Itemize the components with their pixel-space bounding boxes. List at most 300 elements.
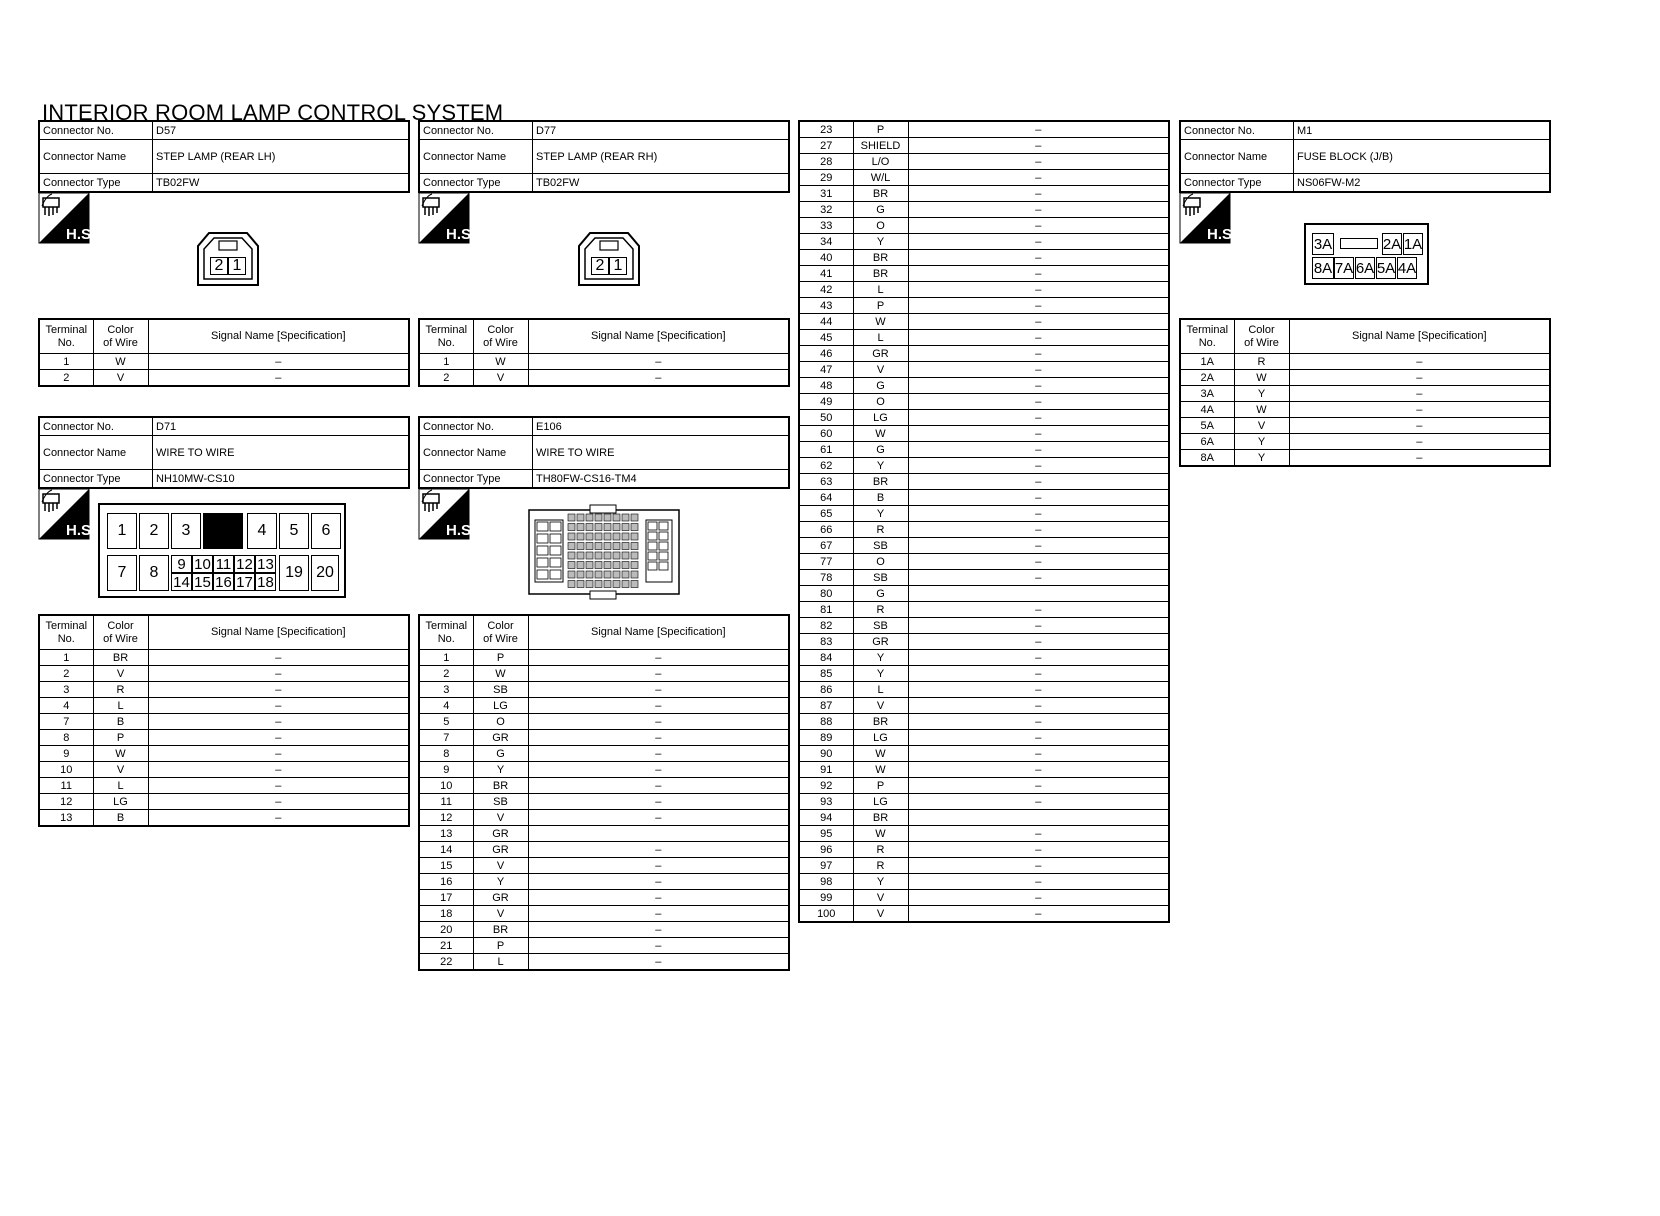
table-row	[1180, 434, 1550, 450]
signal-name: –	[148, 746, 409, 762]
signal-name: –	[528, 666, 789, 682]
wire-color: V	[473, 858, 528, 874]
wire-color: BR	[853, 810, 908, 826]
wire-color: O	[853, 554, 908, 570]
pin-cell: 4	[247, 513, 277, 549]
signal-name: –	[1289, 418, 1550, 434]
connector-no-value: E106	[533, 417, 790, 436]
wire-color: LG	[853, 730, 908, 746]
terminal-no: 99	[799, 890, 853, 906]
terminal-no: 11	[39, 778, 93, 794]
table-row	[419, 906, 789, 922]
terminal-table	[798, 120, 1170, 923]
wire-color: B	[93, 714, 148, 730]
pin-cell: 16	[213, 573, 234, 591]
connector-type-value: TB02FW	[533, 174, 790, 193]
signal-name: –	[908, 778, 1169, 794]
wire-color: L/O	[853, 154, 908, 170]
terminal-no: 2	[419, 370, 473, 387]
terminal-no: 14	[419, 842, 473, 858]
signal-name: –	[908, 666, 1169, 682]
signal-name: –	[528, 874, 789, 890]
wire-color: Y	[853, 506, 908, 522]
pin-cell: 8A	[1312, 257, 1334, 279]
connector-name-label: Connector Name	[39, 140, 153, 174]
terminal-no: 98	[799, 874, 853, 890]
signal-name: –	[908, 474, 1169, 490]
table-row	[419, 682, 789, 698]
header-row	[419, 436, 789, 470]
signal-name: –	[528, 794, 789, 810]
wire-color: W	[93, 354, 148, 370]
signal-name: –	[148, 650, 409, 666]
wire-color: GR	[853, 634, 908, 650]
signal-name: –	[528, 858, 789, 874]
signal-name: –	[908, 298, 1169, 314]
pin-cell: 11	[213, 555, 234, 573]
connector-header	[1179, 120, 1551, 193]
terminal-no: 12	[39, 794, 93, 810]
signal-name: –	[528, 842, 789, 858]
wire-color: BR	[853, 250, 908, 266]
terminal-no: 63	[799, 474, 853, 490]
terminal-no: 9	[39, 746, 93, 762]
wire-color: SB	[853, 538, 908, 554]
pin-cell: 15	[192, 573, 213, 591]
connector-no-value: M1	[1294, 121, 1551, 140]
signal-name: –	[908, 698, 1169, 714]
signal-name-header: Signal Name [Specification]	[1289, 319, 1550, 354]
header-row	[39, 470, 409, 489]
connector-face-e106	[528, 504, 680, 605]
table-row	[39, 370, 409, 387]
table-row	[799, 746, 1169, 762]
wire-color: W	[93, 746, 148, 762]
signal-name: –	[908, 282, 1169, 298]
terminal-table	[1179, 318, 1551, 467]
table-row	[799, 682, 1169, 698]
signal-name: –	[908, 554, 1169, 570]
wire-color: B	[853, 490, 908, 506]
signal-name: –	[528, 922, 789, 938]
table-row	[799, 890, 1169, 906]
harness-side-icon	[38, 192, 96, 244]
signal-name: –	[908, 170, 1169, 186]
terminal-no: 4A	[1180, 402, 1234, 418]
terminal-no: 5A	[1180, 418, 1234, 434]
wire-color: P	[853, 298, 908, 314]
wire-color: SB	[853, 618, 908, 634]
terminal-no: 45	[799, 330, 853, 346]
table-row	[799, 826, 1169, 842]
table-row	[799, 330, 1169, 346]
pin-cell: 7A	[1334, 257, 1354, 279]
table-row	[1180, 450, 1550, 467]
table-row	[39, 682, 409, 698]
wire-color: V	[473, 810, 528, 826]
key-block	[203, 513, 243, 549]
terminal-no: 84	[799, 650, 853, 666]
signal-name: –	[908, 634, 1169, 650]
signal-name: –	[908, 138, 1169, 154]
signal-name: –	[908, 538, 1169, 554]
wire-color: BR	[853, 474, 908, 490]
terminal-no: 50	[799, 410, 853, 426]
pin-cell: 2	[139, 513, 169, 549]
wire-color: W	[853, 762, 908, 778]
terminal-no: 93	[799, 794, 853, 810]
table-row	[799, 234, 1169, 250]
terminal-no: 82	[799, 618, 853, 634]
table-row	[419, 762, 789, 778]
wire-color: W	[853, 314, 908, 330]
connector-name-label: Connector Name	[39, 436, 153, 470]
table-row	[799, 490, 1169, 506]
terminal-no: 44	[799, 314, 853, 330]
connector-no-value: D71	[153, 417, 410, 436]
pin-cell: 3	[171, 513, 201, 549]
terminal-no: 95	[799, 826, 853, 842]
table-row	[799, 474, 1169, 490]
table-row	[799, 218, 1169, 234]
svg-text:H.S.: H.S.	[446, 226, 476, 243]
signal-name: –	[528, 698, 789, 714]
connector-name-value: FUSE BLOCK (J/B)	[1294, 140, 1551, 174]
wire-color: LG	[93, 794, 148, 810]
table-row	[799, 314, 1169, 330]
svg-text:H.S.: H.S.	[446, 522, 476, 539]
signal-name: –	[1289, 386, 1550, 402]
color-of-wire-header: Color of Wire	[1234, 319, 1289, 354]
signal-name: –	[908, 890, 1169, 906]
table-row	[799, 186, 1169, 202]
wire-color: Y	[1234, 386, 1289, 402]
wire-color: R	[853, 858, 908, 874]
terminal-no: 66	[799, 522, 853, 538]
signal-name: –	[148, 666, 409, 682]
wire-color: V	[853, 362, 908, 378]
connector-type-label: Connector Type	[39, 174, 153, 193]
table-row	[799, 170, 1169, 186]
connector-type-value: NH10MW-CS10	[153, 470, 410, 489]
table-row	[799, 634, 1169, 650]
signal-name: –	[1289, 402, 1550, 418]
terminal-no: 9	[419, 762, 473, 778]
header-row	[1180, 140, 1550, 174]
table-row	[799, 250, 1169, 266]
wire-color: L	[853, 682, 908, 698]
terminal-no: 11	[419, 794, 473, 810]
wire-color: O	[853, 394, 908, 410]
wire-color: SB	[473, 682, 528, 698]
signal-name	[908, 810, 1169, 826]
pin-cell: 14	[171, 573, 192, 591]
signal-name: –	[908, 618, 1169, 634]
terminal-no: 97	[799, 858, 853, 874]
wire-color: W	[1234, 370, 1289, 386]
table-row	[419, 666, 789, 682]
terminal-no: 17	[419, 890, 473, 906]
signal-name: –	[908, 202, 1169, 218]
table-row	[799, 282, 1169, 298]
terminal-no-header: Terminal No.	[1180, 319, 1234, 354]
table-row	[419, 746, 789, 762]
terminal-table-header	[39, 615, 409, 650]
signal-name: –	[908, 522, 1169, 538]
signal-name: –	[908, 874, 1169, 890]
wire-color: Y	[1234, 450, 1289, 467]
connector-no-label: Connector No.	[419, 121, 533, 140]
signal-name: –	[528, 906, 789, 922]
pin-cell: 19	[279, 555, 309, 591]
header-row	[39, 121, 409, 140]
pin-cell: 12	[234, 555, 255, 573]
color-of-wire-header: Color of Wire	[473, 615, 528, 650]
table-row	[799, 618, 1169, 634]
terminal-no: 42	[799, 282, 853, 298]
connector-name-label: Connector Name	[1180, 140, 1294, 174]
signal-name: –	[148, 370, 409, 387]
terminal-no: 2	[39, 370, 93, 387]
terminal-no: 10	[419, 778, 473, 794]
signal-name: –	[908, 506, 1169, 522]
table-row	[799, 762, 1169, 778]
table-row	[1180, 418, 1550, 434]
pin-cell: 4A	[1397, 257, 1417, 279]
connector-type-label: Connector Type	[39, 470, 153, 489]
terminal-no: 92	[799, 778, 853, 794]
terminal-no: 27	[799, 138, 853, 154]
pin-cell: 1A	[1403, 233, 1423, 255]
connector-name-label: Connector Name	[419, 140, 533, 174]
terminal-no: 60	[799, 426, 853, 442]
signal-name: –	[148, 762, 409, 778]
terminal-no: 41	[799, 266, 853, 282]
pin-cell: 5	[279, 513, 309, 549]
terminal-no: 7	[39, 714, 93, 730]
terminal-no: 88	[799, 714, 853, 730]
signal-name: –	[148, 714, 409, 730]
signal-name: –	[908, 858, 1169, 874]
wire-color: V	[473, 370, 528, 387]
wire-color: R	[93, 682, 148, 698]
table-row	[799, 906, 1169, 923]
terminal-no: 43	[799, 298, 853, 314]
table-row	[419, 858, 789, 874]
wire-color: LG	[853, 410, 908, 426]
wire-color: V	[93, 762, 148, 778]
signal-name: –	[908, 266, 1169, 282]
wire-color: R	[853, 522, 908, 538]
pin-cell: 10	[192, 555, 213, 573]
table-row	[799, 730, 1169, 746]
table-row	[419, 354, 789, 370]
wire-color: P	[93, 730, 148, 746]
terminal-no: 90	[799, 746, 853, 762]
signal-name: –	[908, 730, 1169, 746]
signal-name: –	[908, 234, 1169, 250]
signal-name: –	[1289, 434, 1550, 450]
signal-name: –	[908, 682, 1169, 698]
signal-name: –	[908, 906, 1169, 923]
wire-color: B	[93, 810, 148, 827]
table-row	[799, 586, 1169, 602]
signal-name	[528, 826, 789, 842]
signal-name: –	[528, 938, 789, 954]
terminal-no: 94	[799, 810, 853, 826]
terminal-no: 18	[419, 906, 473, 922]
table-row	[39, 666, 409, 682]
wire-color: L	[93, 698, 148, 714]
wire-color: W	[853, 826, 908, 842]
signal-name-header: Signal Name [Specification]	[148, 615, 409, 650]
table-row	[1180, 354, 1550, 370]
terminal-no: 80	[799, 586, 853, 602]
signal-name: –	[528, 746, 789, 762]
wire-color: P	[853, 121, 908, 138]
table-row	[39, 778, 409, 794]
signal-name: –	[1289, 354, 1550, 370]
wire-color: P	[473, 650, 528, 666]
signal-name: –	[908, 330, 1169, 346]
terminal-no: 12	[419, 810, 473, 826]
signal-name: –	[528, 954, 789, 971]
signal-name: –	[148, 354, 409, 370]
header-row	[419, 174, 789, 193]
terminal-no: 62	[799, 458, 853, 474]
color-of-wire-header: Color of Wire	[93, 319, 148, 354]
header-row	[1180, 174, 1550, 193]
signal-name: –	[908, 426, 1169, 442]
signal-name-header: Signal Name [Specification]	[528, 615, 789, 650]
wire-color: W	[1234, 402, 1289, 418]
pin-cell: 8	[139, 555, 169, 591]
connector-name-value: STEP LAMP (REAR RH)	[533, 140, 790, 174]
table-row	[39, 650, 409, 666]
signal-name: –	[148, 682, 409, 698]
signal-name: –	[1289, 450, 1550, 467]
connector-no-label: Connector No.	[1180, 121, 1294, 140]
terminal-no: 2	[39, 666, 93, 682]
table-row	[799, 394, 1169, 410]
table-row	[39, 730, 409, 746]
table-row	[799, 538, 1169, 554]
terminal-no: 1	[39, 650, 93, 666]
connector-face	[1304, 223, 1429, 285]
wire-color: BR	[473, 922, 528, 938]
terminal-table	[418, 614, 790, 971]
pin-cell: 2A	[1382, 233, 1402, 255]
wire-color: V	[853, 698, 908, 714]
connector-no-label: Connector No.	[39, 417, 153, 436]
terminal-no: 22	[419, 954, 473, 971]
terminal-no: 49	[799, 394, 853, 410]
signal-name	[908, 586, 1169, 602]
signal-name: –	[528, 682, 789, 698]
signal-name: –	[908, 378, 1169, 394]
svg-text:H.S.: H.S.	[1207, 226, 1237, 243]
terminal-no: 15	[419, 858, 473, 874]
connector-type-label: Connector Type	[1180, 174, 1294, 193]
table-row	[799, 426, 1169, 442]
signal-name: –	[908, 394, 1169, 410]
connector-header	[418, 120, 790, 193]
signal-name: –	[908, 186, 1169, 202]
terminal-no: 89	[799, 730, 853, 746]
table-row	[799, 858, 1169, 874]
signal-name: –	[528, 354, 789, 370]
table-row	[799, 298, 1169, 314]
pin-cell: 5A	[1376, 257, 1396, 279]
wire-color: V	[473, 906, 528, 922]
connector-header	[38, 120, 410, 193]
wire-color: L	[473, 954, 528, 971]
terminal-no-header: Terminal No.	[39, 615, 93, 650]
table-row	[419, 810, 789, 826]
terminal-no: 100	[799, 906, 853, 923]
terminal-no: 2A	[1180, 370, 1234, 386]
wire-color: V	[1234, 418, 1289, 434]
signal-name: –	[528, 890, 789, 906]
connector-no-value: D77	[533, 121, 790, 140]
page-title: INTERIOR ROOM LAMP CONTROL SYSTEM	[42, 100, 504, 125]
harness-side-icon	[418, 192, 476, 244]
header-row	[39, 436, 409, 470]
wire-color: Y	[1234, 434, 1289, 450]
pin-cell: 7	[107, 555, 137, 591]
terminal-no: 13	[39, 810, 93, 827]
wire-color: L	[853, 282, 908, 298]
table-row	[799, 522, 1169, 538]
connector-header	[38, 416, 410, 489]
wire-color: G	[853, 202, 908, 218]
terminal-table	[418, 318, 790, 387]
wire-color: SB	[853, 570, 908, 586]
terminal-no: 86	[799, 682, 853, 698]
table-row	[799, 778, 1169, 794]
terminal-no: 29	[799, 170, 853, 186]
table-row	[799, 138, 1169, 154]
terminal-table	[38, 318, 410, 387]
terminal-table-header	[1180, 319, 1550, 354]
header-row	[419, 121, 789, 140]
wire-color: G	[853, 442, 908, 458]
wire-color: SHIELD	[853, 138, 908, 154]
signal-name: –	[908, 154, 1169, 170]
wire-color: V	[93, 666, 148, 682]
pin-cell: 6A	[1355, 257, 1375, 279]
pin-cell: 1	[228, 257, 246, 275]
table-row	[799, 362, 1169, 378]
svg-text:H.S.: H.S.	[66, 522, 96, 539]
terminal-no: 20	[419, 922, 473, 938]
table-row	[39, 762, 409, 778]
terminal-no: 13	[419, 826, 473, 842]
signal-name: –	[908, 362, 1169, 378]
signal-name: –	[908, 458, 1169, 474]
signal-name: –	[148, 698, 409, 714]
table-row	[419, 938, 789, 954]
table-row	[799, 378, 1169, 394]
table-row	[799, 154, 1169, 170]
wire-color: Y	[853, 458, 908, 474]
terminal-no-header: Terminal No.	[39, 319, 93, 354]
signal-name: –	[528, 650, 789, 666]
wire-color: V	[853, 906, 908, 923]
terminal-no-header: Terminal No.	[419, 319, 473, 354]
table-row	[799, 570, 1169, 586]
fuse-slot	[1340, 238, 1378, 249]
